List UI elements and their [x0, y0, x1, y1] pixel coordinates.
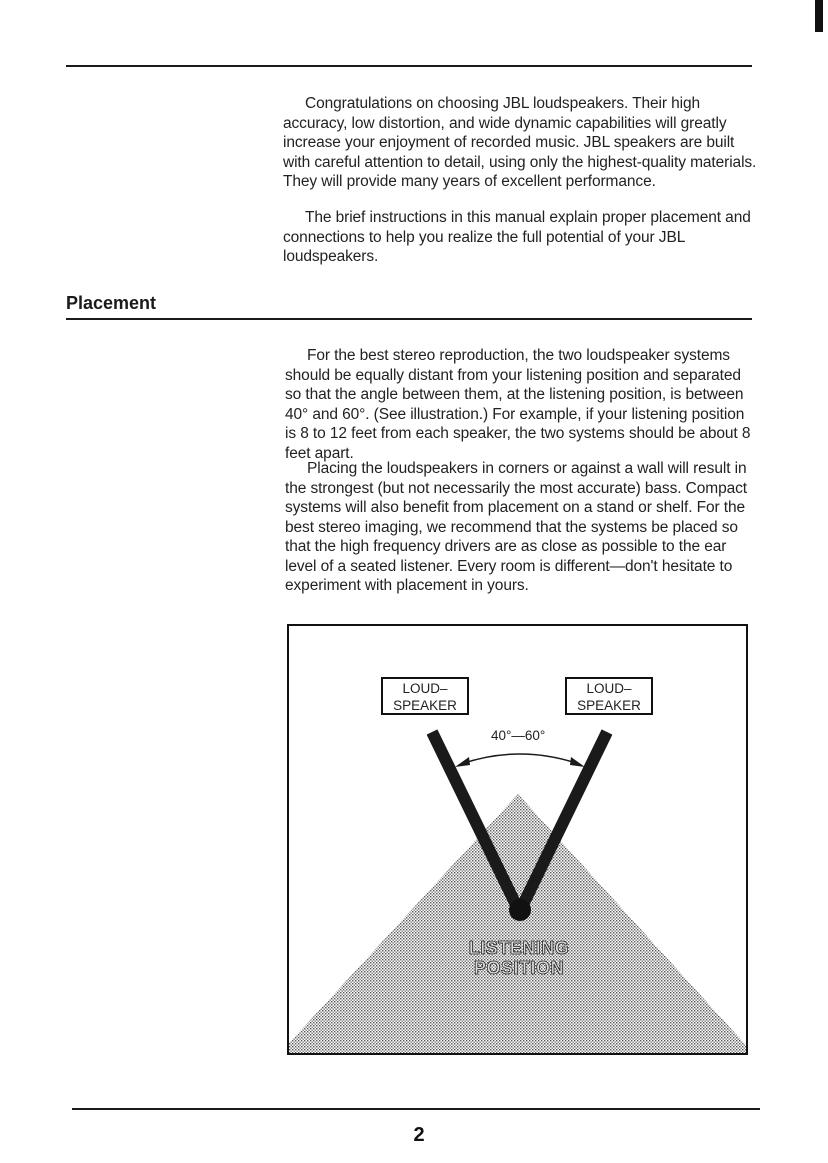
arc-arrow-right-icon — [570, 757, 585, 767]
illustration-graphic — [289, 626, 748, 1055]
right-loudspeaker — [565, 677, 653, 715]
section-heading-placement: Placement — [66, 293, 157, 313]
placement-paragraph-2 — [285, 459, 757, 596]
listener-head — [509, 899, 531, 921]
left-loudspeaker-line2: SPEAKER — [393, 698, 457, 713]
speaker-placement-illustration — [287, 624, 748, 1055]
intro-paragraph-1 — [283, 94, 757, 192]
listening-area-triangle — [289, 794, 748, 1054]
listening-position-label — [439, 938, 599, 978]
page-number: 2 — [413, 1124, 425, 1146]
right-loudspeaker-line1: LOUD– — [586, 681, 632, 696]
placement-paragraph-2-text: Placing the loudspeakers in corners or against a wall will result in the strongest (but not necessarily the most accurate) bass. Compact systems will also benefit from placement on a stand or shelf. For the best stereo imaging, we recommend that the systems be placed so that the high frequency drivers are as close as possible to the ear level of a seated listener. Every room is different—don't hesitate to experiment with placement in yours. — [285, 460, 747, 594]
footer-rule — [72, 1108, 760, 1110]
listening-position-line2: POSITION — [473, 958, 564, 978]
left-loudspeaker — [381, 677, 469, 715]
intro-paragraph-2-text: The brief instructions in this manual explain proper placement and connections to help you realize the full potential of your JBL loudspeakers. — [283, 209, 751, 265]
top-rule — [66, 65, 752, 67]
placement-paragraph-1-text: For the best stereo reproduction, the two loudspeaker systems should be equally distant from your listening position and separated so that the angle between them, at the listening position, is between 40° and 60°. (See illustration.) For example, if your listening position is 8 to 12 feet from each speaker, the two systems should be about 8 feet apart. — [285, 347, 751, 462]
placement-paragraph-1 — [285, 346, 757, 463]
listening-position-line1: LISTENING — [468, 938, 570, 958]
arc-arrow-left-icon — [455, 757, 470, 767]
registration-mark — [815, 0, 823, 32]
intro-paragraph-2 — [283, 208, 757, 267]
angle-label: 40°—60° — [491, 728, 546, 743]
right-loudspeaker-line2: SPEAKER — [577, 698, 641, 713]
angle-arc — [461, 754, 579, 764]
left-loudspeaker-line1: LOUD– — [402, 681, 448, 696]
section-rule — [66, 318, 752, 320]
intro-paragraph-1-text: Congratulations on choosing JBL loudspeakers. Their high accuracy, low distortion, and wide dynamic capabilities will greatly increase your enjoyment of recorded music. JBL speakers are built with careful attention to detail, using only the highest-quality materials. They will provide many years of excellent performance. — [283, 95, 757, 190]
